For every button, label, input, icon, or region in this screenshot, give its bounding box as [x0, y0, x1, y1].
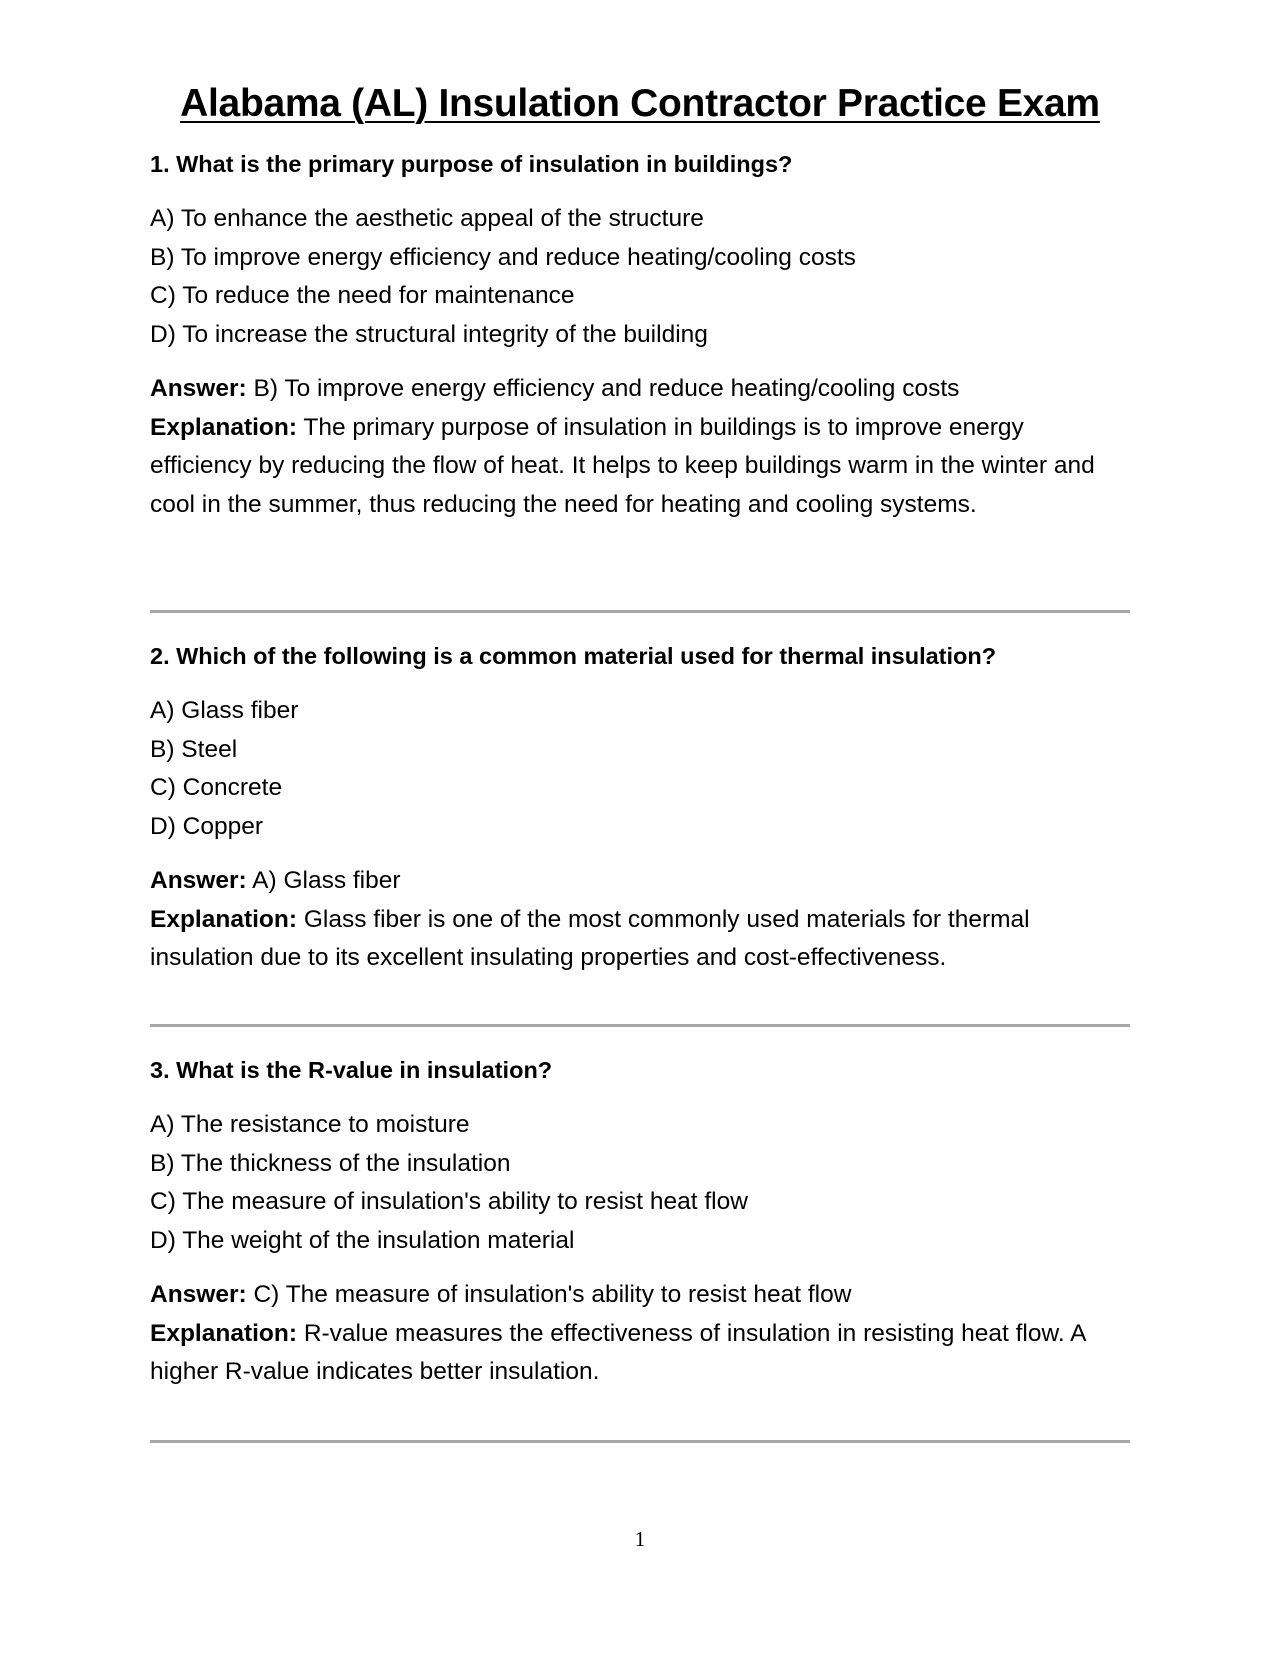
section-divider — [150, 1024, 1130, 1027]
explanation-line — [150, 409, 1130, 525]
question-3-text: 3. What is the R-value in insulation? — [150, 1057, 553, 1083]
question-3-answer-block — [150, 1276, 1130, 1392]
option-c: C) To reduce the need for maintenance — [150, 282, 575, 309]
explanation-label: Explanation: — [150, 1319, 298, 1347]
option-d: D) The weight of the insulation material — [150, 1226, 575, 1254]
section-divider — [150, 610, 1130, 613]
section-divider — [150, 1440, 1130, 1443]
page-title — [0, 76, 1280, 132]
divider-1-wrap — [150, 610, 1130, 613]
answer-text: B) To improve energy efficiency and reduce heating/cooling costs — [253, 375, 960, 402]
answer-line — [150, 370, 1130, 409]
explanation-text: Glass fiber is one of the most commonly used materials for thermal insulation due to its excellent insulating properties and cost-effectiveness. — [150, 905, 1030, 971]
question-2-options — [150, 692, 1130, 846]
explanation-line — [150, 901, 1130, 978]
explanation-text: The primary purpose of insulation in buildings is to improve energy efficiency by reducing the flow of heat. It helps to keep buildings warm in the winter and cool in the summer, thus reducing the need for heating and cooling systems. — [150, 413, 1095, 518]
answer-label: Answer: — [150, 867, 247, 894]
question-1-answer-block — [150, 370, 1130, 524]
option-b: B) Steel — [150, 735, 238, 763]
option-a: A) Glass fiber — [150, 697, 299, 724]
explanation-text: R-value measures the effectiveness of insulation in resisting heat flow. A higher R-value indicates better insulation. — [150, 1319, 1086, 1385]
option-d: D) Copper — [150, 812, 264, 840]
answer-label: Answer: — [150, 375, 247, 402]
question-1-options — [150, 200, 1130, 354]
question-2-text: 2. Which of the following is a common material used for thermal insulation? — [150, 643, 997, 669]
option-b: B) To improve energy efficiency and reduce heating/cooling costs — [150, 243, 856, 271]
option-a: A) The resistance to moisture — [150, 1111, 470, 1138]
question-3 — [150, 1054, 1130, 1392]
question-1 — [150, 148, 1130, 524]
answer-label: Answer: — [150, 1281, 247, 1308]
page-number: 1 — [634, 1527, 646, 1551]
option-a: A) To enhance the aesthetic appeal of the structure — [150, 205, 704, 232]
explanation-line — [150, 1315, 1130, 1392]
question-1-text: 1. What is the primary purpose of insulation in buildings? — [150, 151, 793, 177]
answer-line — [150, 862, 1130, 901]
answer-text: A) Glass fiber — [252, 867, 401, 894]
explanation-label: Explanation: — [150, 905, 298, 933]
answer-line — [150, 1276, 1130, 1315]
explanation-label: Explanation: — [150, 413, 298, 441]
option-c: C) Concrete — [150, 774, 283, 801]
answer-text: C) The measure of insulation's ability to resist heat flow — [253, 1281, 852, 1308]
question-2 — [150, 640, 1130, 978]
option-b: B) The thickness of the insulation — [150, 1149, 511, 1177]
divider-3-wrap — [150, 1440, 1130, 1443]
option-c: C) The measure of insulation's ability to resist heat flow — [150, 1188, 748, 1215]
page-title-text: Alabama (AL) Insulation Contractor Practice Exam — [180, 82, 1100, 125]
option-d: D) To increase the structural integrity of the building — [150, 320, 708, 348]
divider-2-wrap — [150, 1024, 1130, 1027]
question-2-answer-block — [150, 862, 1130, 978]
question-3-options — [150, 1106, 1130, 1260]
